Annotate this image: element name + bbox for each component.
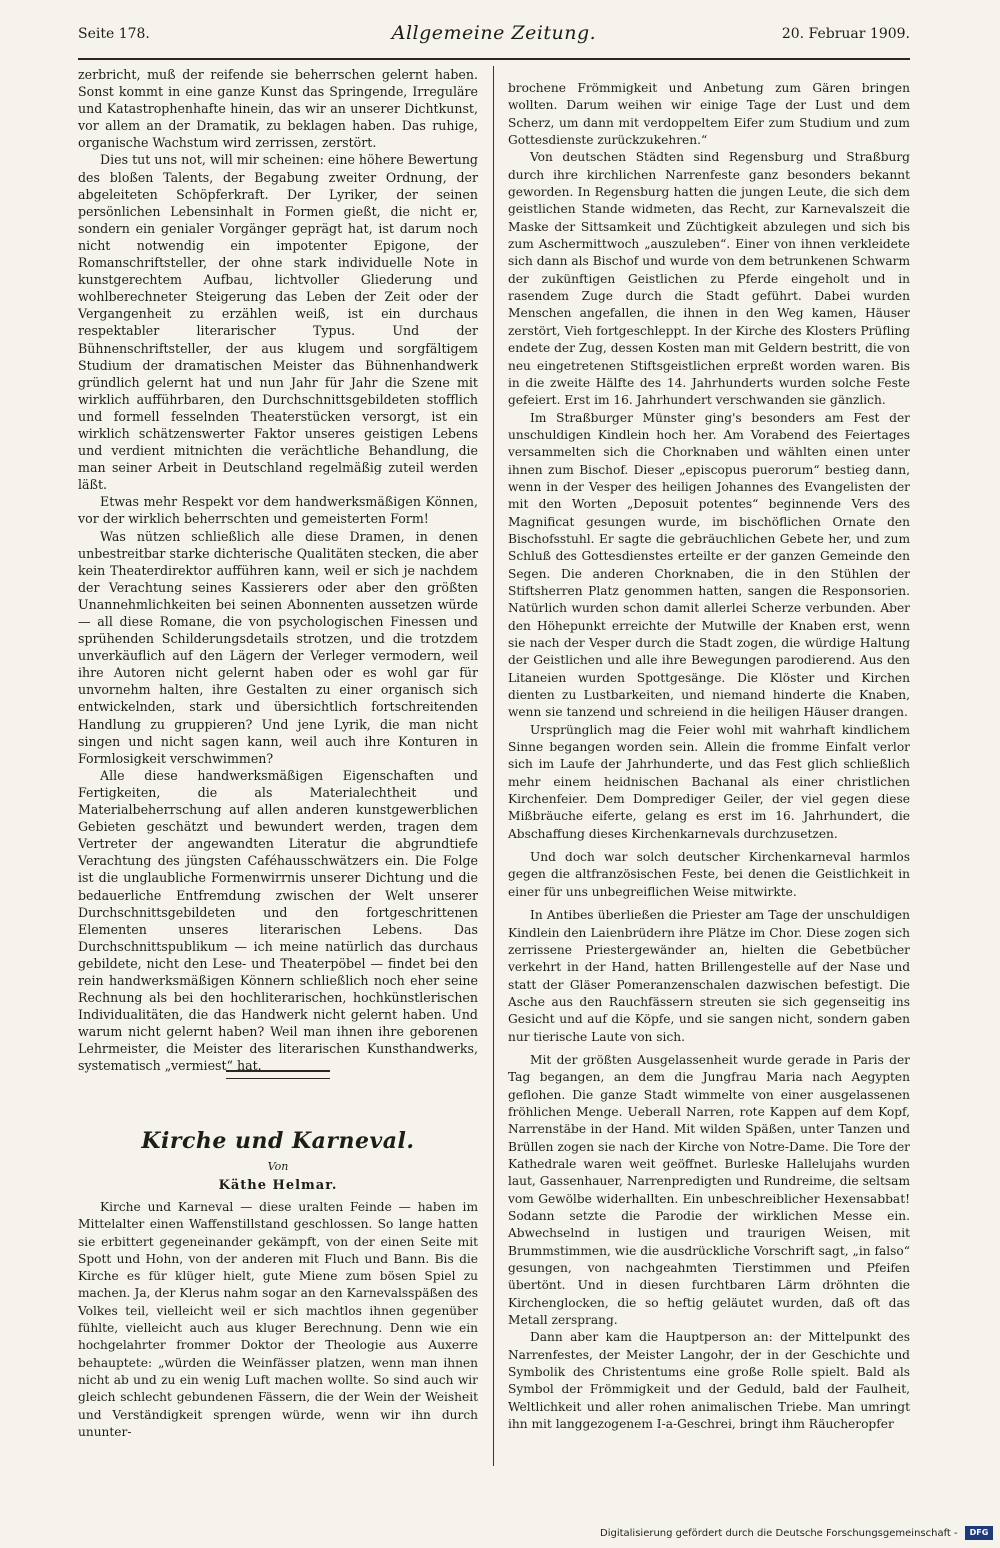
- paragraph: Ursprünglich mag die Feier wohl mit wahrhaft kindlichem Sinne begangen worden sein. Allein die fromme Einfalt verlor sich im Laufe der Jahrhunderte, und das Fest glich schließlich mehr einem heidnischen Bachanal als einer christlichen Kirchenfeier. Dem Domprediger Geiler, der viel gegen diese Mißbräuche eiferte, gelang es erst im 16. Jahrhundert, die Abschaffung dieses Kirchenkarnevals durchzusetzen.: [508, 722, 910, 841]
- paragraph: Etwas mehr Respekt vor dem handwerksmäßigen Können, vor der wirklich beherrschten und gemeisterten Form!: [78, 494, 478, 527]
- article-byline-von: Von: [267, 1160, 289, 1173]
- paragraph: Kirche und Karneval — diese uralten Feinde — haben im Mittelalter einen Waffenstillstand geschlossen. So lange hatten sie erbittert gegeneinander gekämpft, von der einen Seite mit Spott und Hohn, von der anderen mit Fluch und Bann. Bis die Kirche es für klüger hielt, gute Miene zum bösen Spiel zu machen. Ja, der Klerus nahm sogar an den Karnevalsspäßen des Volkes teil, vielleicht weil er sich machtlos ihnen gegenüber fühlte, vielleicht auch aus kluger Berechnung. Denn wie ein hochgelahrter frommer Doktor der Theologie aus Auxerre behauptete: „würden die Weinfässer platzen, wenn man ihnen nicht ab und zu ein wenig Luft machen wollte. So sind auch wir gleich schlecht gebundenen Fässern, die der Wein der Weisheit und Verständigkeit sprengen würde, wenn wir ihn durch ununter-: [78, 1200, 478, 1439]
- paragraph: brochene Frömmigkeit und Anbetung zum Gären bringen wollten. Darum weihen wir einige Tage der Lust und dem Scherz, um dann mit verdoppeltem Eifer zum Studium und zum Gottesdienste zurückzukehren.“: [508, 81, 910, 148]
- paragraph: Was nützen schließlich alle diese Dramen, in denen unbestreitbar starke dichterische Qualitäten stecken, die aber kein Theaterdirektor aufführen kann, weil er sich je nachdem der Verachtung seines Kassierers oder aber den größten Unannehmlichkeiten bei seinen Abonnenten aussetzen würde — all diese Romane, die von psychologischen Finessen und sprühenden Schilderungsdetails strotzen, und die trotzdem unverkäuflich auf den Lägern der Verleger vermodern, weil ihre Autoren nicht gelernt haben oder es wohl gar für unvornehm halten, ihre Gestalten zu einer organisch sich entwickelnden, stark und übersichtlich fortschreitenden Handlung zu gruppieren? Und jene Lyrik, die man nicht singen und nicht sagen kann, weil auch ihre Konturen in Formlosigkeit verschwimmen?: [78, 528, 478, 766]
- article-author: Käthe Helmar.: [218, 1178, 338, 1193]
- left-column: [78, 66, 478, 1075]
- article-body: [78, 1199, 478, 1441]
- issue-date: 20. Februar 1909.: [781, 26, 910, 42]
- paragraph: Mit der größten Ausgelassenheit wurde gerade in Paris der Tag begangen, an dem die Jungfrau Maria nach Aegypten geflohen. Die ganze Stadt wimmelte von einer ausgelassenen fröhlichen Menge. Ueberall Narren, rote Kappen auf dem Kopf, Narrenstäbe in der Hand. Mit wilden Späßen, unter Tanzen und Brüllen zogen sie nach der Kirche von Notre-Dame. Die Tore der Kathedrale waren weit geöffnet. Burleske Hallelujahs wurden laut, Gassenhauer, Narrenpredigten und Rundreime, die seltsam vom Gewölbe widerhallten. Ein unbeschreiblicher Hexensabbat! Sodann setzte die Parodie der wirklichen Messe ein. Abwechselnd in lustigen und traurigen Weisen, mit Brummstimmen, wie die ausdrückliche Vorschrift sagt, „in falso“ gesungen, von nachgeahmten Tierstimmen und Pfeifen übertönt. Und in diesen furchtbaren Lärm dröhnten die Kirchenglocken, die so heftig geläutet wurden, daß oft das Metall zersprang.: [508, 1052, 910, 1328]
- right-column: [508, 80, 910, 1433]
- section-separator: [226, 1070, 330, 1079]
- header-rule: [78, 58, 910, 60]
- paragraph: In Antibes überließen die Priester am Tage der unschuldigen Kindlein den Laienbrüdern ihre Plätze im Chor. Diese zogen sich zerrissene Priestergewänder an, hielten die Gebetbücher verkehrt in der Hand, hatten Brillengestelle auf der Nase und statt der Gläser Pomeranzenschalen dazwischen befestigt. Die Asche aus den Rauchfässern streuten sie sich gegenseitig ins Gesicht und auf die Köpfe, und sie sangen nicht, sondern gaben nur tierische Laute von sich.: [508, 908, 910, 1044]
- digitization-credit: Digitalisierung gefördert durch die Deutsche Forschungsgemeinschaft -: [600, 1528, 958, 1539]
- paragraph: Alle diese handwerksmäßigen Eigenschaften und Fertigkeiten, die als Materialechtheit und Materialbeherrschung auf allen anderen kunstgewerblichen Gebieten geschätzt und bewundert werden, tragen dem Vertreter der angewandten Literatur die abgrundtiefe Verachtung des jüngsten Caféhausschwätzers ein. Die Folge ist die unglaubliche Formenwirrnis unserer Dichtung und die bedauerliche Entfremdung zwischen der Welt unserer Durchschnittsgebildeten und den fortgeschrittenen Elementen unseres literarischen Lebens. Das Durchschnittspublikum — ich meine natürlich das durchaus gebildete, nicht den Lese- und Theaterpöbel — findet bei den rein handwerksmäßigen Könnern schließlich noch eher seine Rechnung als bei den hochliterarischen, hochkünstlerischen Individualitäten, die das Handwerk nicht gelernt haben. Und warum nicht gelernt haben? Weil man ihnen ihre geborenen Lehrmeister, die Meister des literarischen Kunsthandwerks, systematisch „vermiest“ hat.: [78, 767, 478, 1074]
- paragraph: Von deutschen Städten sind Regensburg und Straßburg durch ihre kirchlichen Narrenfeste ganz besonders bekannt geworden. In Regensburg hatten die jungen Leute, die sich dem geistlichen Stande widmeten, das Recht, zur Karnevalszeit die Maske der Sittsamkeit und Züchtigkeit abzulegen und sich bis zum Aschermittwoch „auszuleben“. Einer von ihnen verkleidete sich dann als Bischof und wurde von dem betrunkenen Schwarm der zukünftigen Geistlichen zu Pferde eingeholt und in rasendem Zuge durch die Stadt geführt. Dabei wurden Menschen angefallen, die ihnen in den Weg kamen, Häuser zerstört, Vieh fortgeschleppt. In der Kirche des Klosters Prüfling endete der Zug, dessen Kosten man mit Geldern bestritt, die von neu eingetretenen Stiftsgeistlichen erpreßt worden waren. Bis in die zweite Hälfte des 14. Jahrhunderts wurden solche Feste gefeiert. Erst im 16. Jahrhundert verschwanden sie gänzlich.: [508, 150, 910, 408]
- column-divider: [493, 66, 494, 1466]
- paragraph: Und doch war solch deutscher Kirchenkarneval harmlos gegen die altfranzösischen Feste, bei denen die Geistlichkeit in einer für uns unbegreiflichen Weise mitwirkte.: [508, 850, 910, 899]
- page-header: [78, 22, 910, 56]
- paragraph: Dann aber kam die Hauptperson an: der Mittelpunkt des Narrenfestes, der Meister Langohr, der in der Geschichte und Symbolik des Christentums eine große Rolle spielt. Bald als Symbol der Frömmigkeit und der Geduld, bald der Faulheit, Weltlichkeit und aller rohen animalischen Triebe. Man umringt ihn mit langgezogenem I-a-Geschrei, bringt ihm Räucheropfer: [508, 1330, 910, 1432]
- page-number: Seite 178.: [78, 26, 150, 42]
- newspaper-title: Allgemeine Zeitung.: [391, 22, 597, 44]
- paragraph: zerbricht, muß der reifende sie beherrschen gelernt haben. Sonst kommt in eine ganze Kunst das Springende, Irreguläre und Katastrophenhafte hinein, das wir an unserer Dichtkunst, vor allem an der Dramatik, zu beklagen haben. Das ruhige, organische Wachstum wird zerrissen, zerstört.: [78, 67, 478, 151]
- dfg-logo-icon: DFG: [965, 1526, 993, 1540]
- paragraph: Im Straßburger Münster ging's besonders am Fest der unschuldigen Kindlein hoch her. Am Vorabend des Feiertages versammelten sich die Chorknaben und wählten einen unter ihnen zum Bischof. Dieser „episcopus puerorum“ bestieg dann, wenn in der Vesper des heiligen Johannes des Evangelisten der mit den Worten „Deposuit potentes“ beginnende Vers des Magnificat gesungen wurde, im bischöflichen Ornate den Bischofsstuhl. Er sagte die gebräuchlichen Gebete her, und zum Schluß des Gottesdienstes erteilte er der ganzen Gemeinde den Segen. Die anderen Chorknaben, die in den Stühlen der Stiftsherren Platz genommen hatten, sangen die Responsorien. Natürlich wurden schon damit allerlei Scherze verbunden. Aber den Höhepunkt erreichte der Mutwille der Knaben erst, wenn sie nach der Vesper durch die Stadt zogen, die würdige Haltung der Geistlichen und alle ihre Bewegungen parodierend. Aus den Litaneien wurden Spottgesänge. Die Klöster und Kirchen dienten zu Lustbarkeiten, und niemand hinderte die Knaben, wenn sie tanzend und schreiend in die heiligen Häuser drangen.: [508, 410, 910, 720]
- article-title: Kirche und Karneval.: [141, 1128, 415, 1154]
- paragraph: Dies tut uns not, will mir scheinen: eine höhere Bewertung des bloßen Talents, der Begabung zweiter Ordnung, der abgeleiteten Schöpferkraft. Der Lyriker, der seinen persönlichen Lebensinhalt in Formen gießt, die nicht er, sondern ein genialer Vorgänger geprägt hat, ist darum noch nicht notwendig ein impotenter Epigone, der Romanschriftsteller, der ohne stark individuelle Note in kunstgerechtem Aufbau, lichtvoller Gliederung und wohlberechneter Steigerung das Leben der Zeit oder der Vergangenheit zu erzählen weiß, ist ein durchaus respektabler literarischer Typus. Und der Bühnenschriftsteller, der aus klugem und sorgfältigem Studium der dramatischen Meister das Bühnenhandwerk gründlich gelernt hat und nun Jahr für Jahr die Szene mit wirklich aufführbaren, den Durchschnittsgebildeten stofflich und formell fesselnden Theaterstücken versorgt, ist ein wirklich schätzenswerter Faktor unseres geistigen Lebens und verdient mitnichten die verächtliche Behandlung, die man seiner Arbeit in Deutschland regelmäßig zuteil werden läßt.: [78, 152, 478, 493]
